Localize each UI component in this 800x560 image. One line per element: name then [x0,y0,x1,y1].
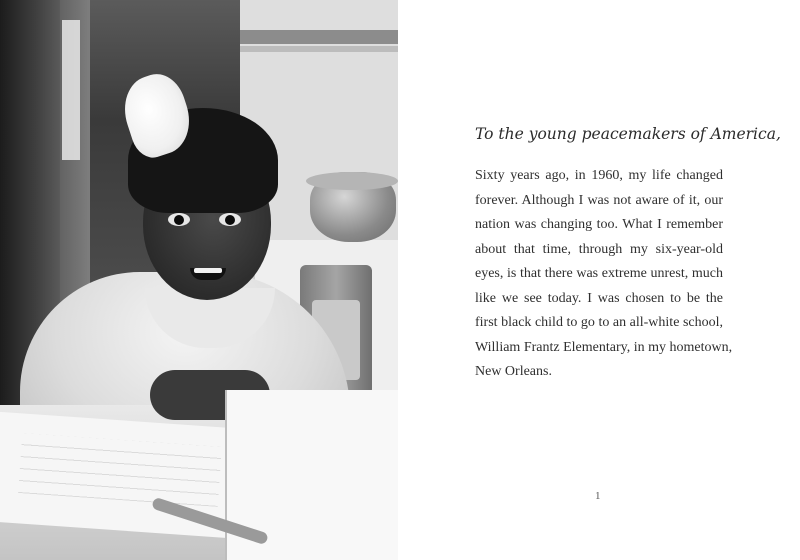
page-number: 1 [595,490,601,502]
letter-line: William Frantz Elementary, in my hometown, [475,339,733,355]
letter-line: New Orleans. [475,364,552,379]
doorway-light [62,20,80,160]
shelf-edge [240,46,398,52]
photo-page [0,0,398,560]
left-eye [168,213,190,226]
letter-line: nation was changing too. What I remember [475,217,723,232]
text-page [398,0,800,560]
photograph [0,0,398,560]
teeth [194,268,222,273]
right-eye [219,213,241,226]
shelf [240,30,398,44]
letter-line: Sixty years ago, in 1960, my life changed [475,168,723,183]
letter-line: first black child to go to an all-white school, [475,315,723,330]
letter-salutation: To the young peacemakers of America, [475,125,781,143]
letter-body [475,164,733,385]
pot-rim [306,172,398,190]
letter-line: eyes, is that there was extreme unrest, much [475,266,723,281]
letter-line: forever. Although I was not aware of it, our [475,192,723,208]
letter-line: like we see today. I was chosen to be the [475,290,723,306]
letter-line: about that time, through my six-year-old [475,241,723,257]
